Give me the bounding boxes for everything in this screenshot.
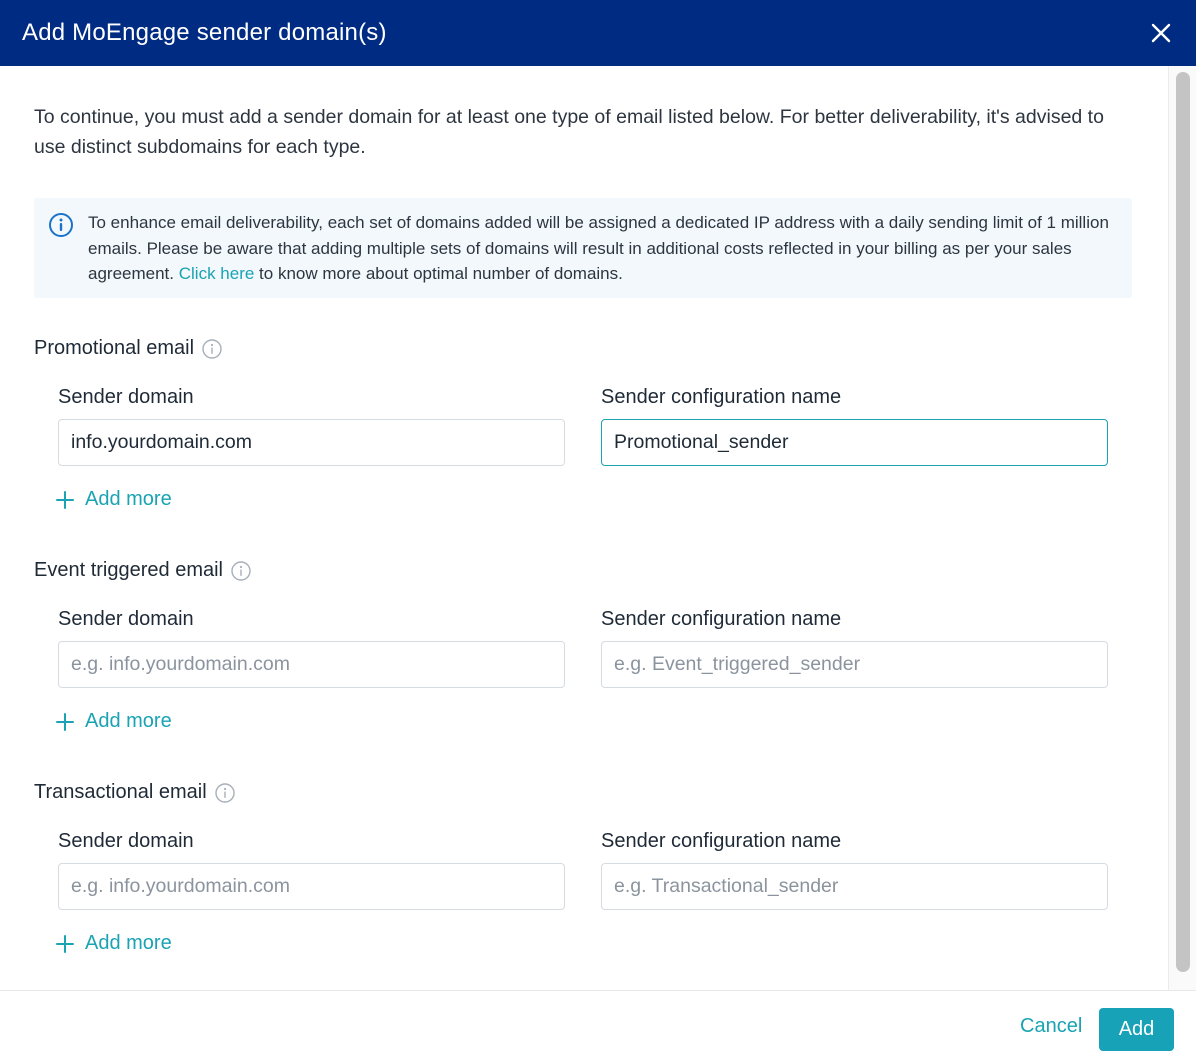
sender-domain-input[interactable] (58, 419, 565, 466)
sender-config-input[interactable] (601, 863, 1108, 910)
info-outline-icon[interactable] (215, 783, 235, 803)
section-promotional-email (0, 337, 1168, 517)
dialog-body (0, 66, 1168, 990)
plus-icon (56, 935, 74, 953)
info-icon (48, 212, 74, 238)
sender-domain-input[interactable] (58, 863, 565, 910)
sender-config-input[interactable] (601, 419, 1108, 466)
scrollbar-thumb[interactable] (1176, 72, 1190, 972)
close-icon (1151, 23, 1171, 43)
sender-config-label: Sender configuration name (601, 830, 842, 852)
section-title-text: Event triggered email (34, 559, 223, 581)
add-button[interactable]: Add (1099, 1008, 1174, 1051)
plus-icon (56, 491, 74, 509)
add-more-label: Add more (85, 488, 172, 510)
add-more-button[interactable] (56, 488, 172, 511)
info-text-before: To enhance email deliverability, each set of domains added will be assigned a dedicated IP address with a daily sending limit of 1 million emails. Please be aware that adding multiple sets of domains will result in additional costs reflected in your billing as per your sales agreement. (88, 213, 1109, 283)
sender-domain-label: Sender domain (58, 830, 194, 852)
section-title (34, 781, 235, 804)
add-more-label: Add more (85, 932, 172, 954)
section-title-text: Transactional email (34, 781, 207, 803)
sender-config-label: Sender configuration name (601, 608, 842, 630)
intro-text: To continue, you must add a sender domain for at least one type of email listed below. For better deliverability, it's advised to use distinct subdomains for each type. (34, 106, 1104, 158)
info-outline-icon[interactable] (202, 339, 222, 359)
section-title-text: Promotional email (34, 337, 195, 359)
cancel-button[interactable]: Cancel (1020, 1015, 1083, 1037)
section-event-triggered-email (0, 559, 1168, 739)
sender-domain-label: Sender domain (58, 608, 194, 630)
section-title (34, 559, 251, 582)
info-text-after: to know more about optimal number of domains. (254, 264, 623, 283)
scrollbar[interactable] (1168, 66, 1196, 990)
section-transactional-email (0, 781, 1168, 961)
sender-config-input[interactable] (601, 641, 1108, 688)
section-title (34, 337, 222, 360)
add-more-label: Add more (85, 710, 172, 732)
dialog-footer (0, 990, 1196, 1054)
dialog-header (0, 0, 1196, 66)
plus-icon (56, 713, 74, 731)
sender-domain-label: Sender domain (58, 386, 194, 408)
info-outline-icon[interactable] (231, 561, 251, 581)
add-more-button[interactable] (56, 710, 172, 733)
dialog-title: Add MoEngage sender domain(s) (22, 19, 387, 46)
add-more-button[interactable] (56, 932, 172, 955)
sender-config-label: Sender configuration name (601, 386, 842, 408)
info-banner (34, 198, 1132, 298)
sender-domain-input[interactable] (58, 641, 565, 688)
close-button[interactable] (1148, 20, 1174, 46)
info-text (88, 210, 1118, 287)
click-here-link[interactable]: Click here (178, 264, 255, 283)
